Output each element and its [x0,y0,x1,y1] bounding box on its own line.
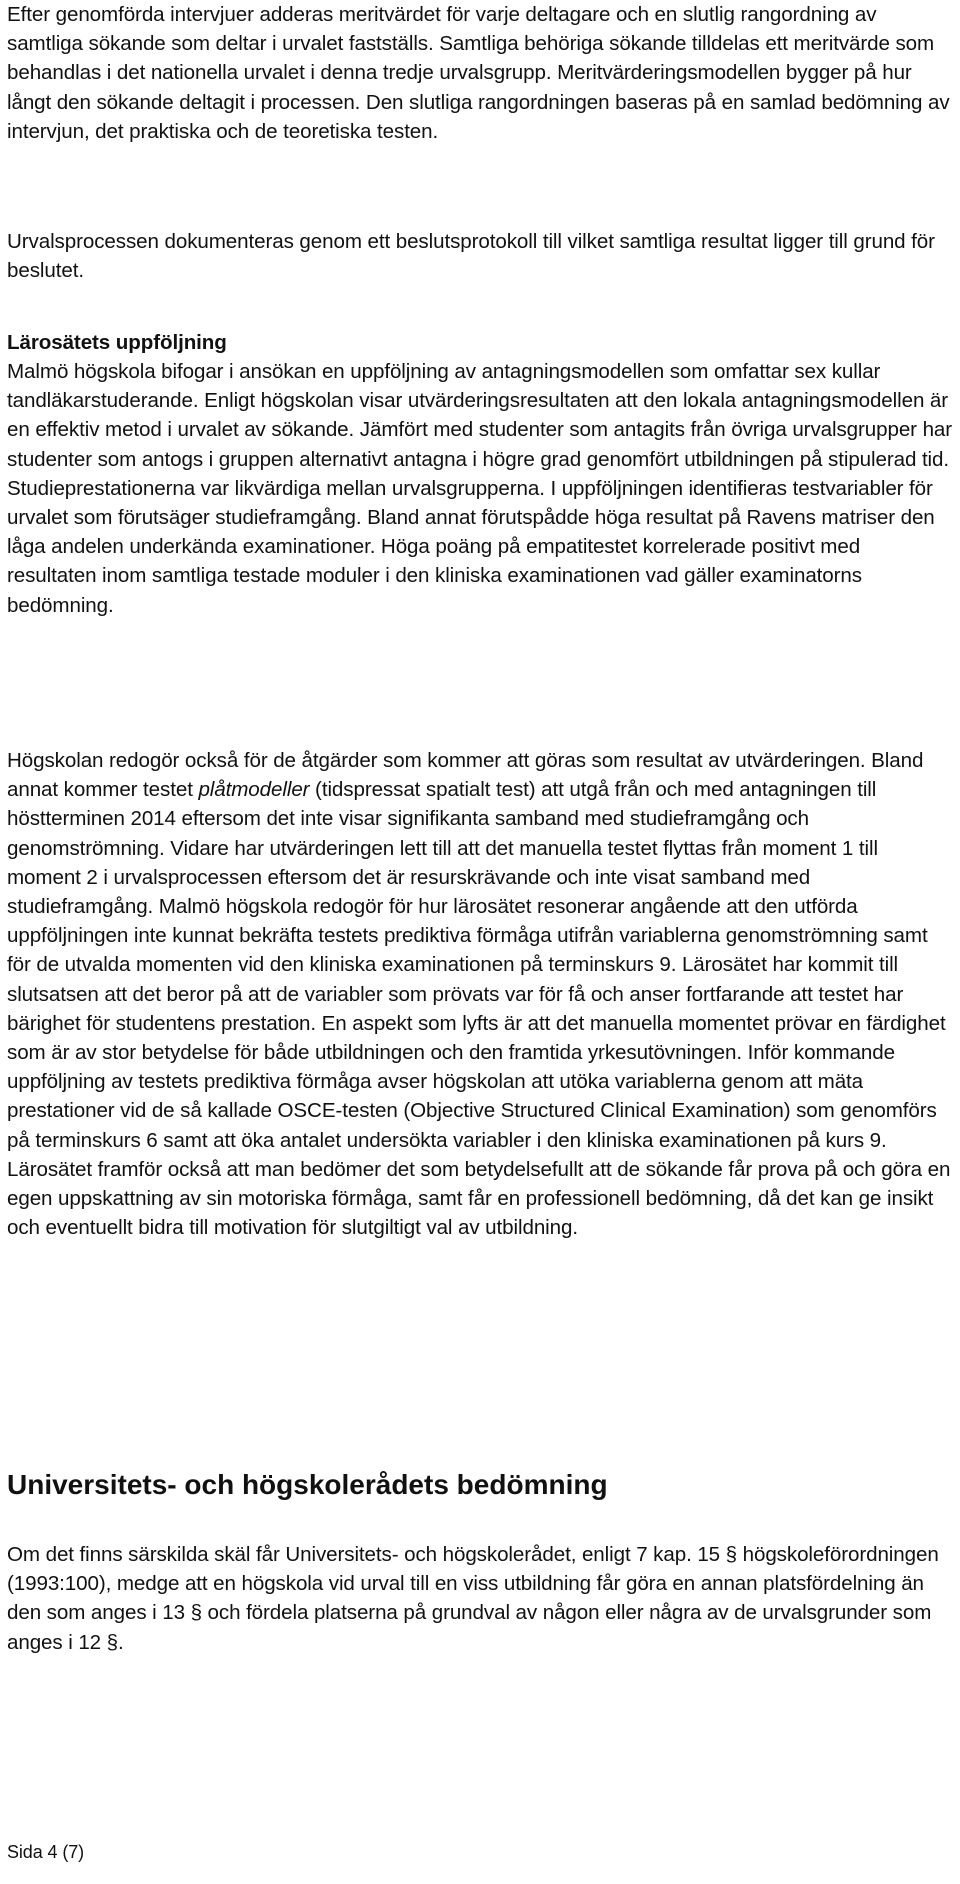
page-number: Sida 4 (7) [7,1842,85,1862]
paragraph-measures-italic: plåtmodeller [198,778,310,802]
paragraph-regulation: Om det finns särskilda skäl får Universitets- och högskolerådet, enligt 7 kap. 15 § högskoleförordningen (1993:100), medge att en högskola vid urval till en viss utbildning får göra en annan platsfördelning än den som anges i 13 § och fördela platserna på grundval av någon eller några av de urvalsgrunder som anges i 12 §. [7,1543,939,1654]
paragraph-measures [7,746,953,1242]
paragraph-measures-part2: (tidspressat spatialt test) att utgå från och med antagningen till höstterminen 2014 eftersom det inte visar signifikanta samband med studieframgång och genomströmning. Vidare har utvärderingen lett till att det manuella testet flyttas från moment 1 till moment 2 i urvalsprocessen eftersom det är resurskrävande och inte visat samband med studieframgång. Malmö högskola redogör för hur lärosätet resonerar angående att den utförda uppföljningen inte kunnat bekräfta testets prediktiva förmåga utifrån variablerna genomströmning samt för de utvalda momenten vid den kliniska examinationen på terminskurs 9. Lärosätet har kommit till slutsatsen att det beror på att de variabler som prövats var för få och anser fortfarande att testet har bärighet för studentens prestation. En aspekt som lyfts är att det manuella momentet prövar en färdighet som är av stor betydelse för både utbildningen och den framtida yrkesutövningen. Inför kommande uppföljning av testets prediktiva förmåga avser högskolan att utöka variablerna genom att mäta prestationer vid de så kallade OSCE-testen (Objective Structured Clinical Examination) som genomförs på terminskurs 6 samt att öka antalet undersökta variabler i den kliniska examinationen på kurs 9. Lärosätet framför också att man bedömer det som betydelsefullt att de sökande får prova på och göra en egen uppskattning av sin motoriska förmåga, samt får en professionell bedömning, då det kan ge insikt och eventuellt bidra till motivation för slutgiltigt val av utbildning. [7,778,951,1240]
subheading-follow-up: Lärosätets uppföljning [7,331,227,354]
section-heading-assessment: Universitets- och högskolerådets bedömning [7,1469,608,1500]
paragraph-measures-part1: Högskolan redogör också för de åtgärder som kommer att göras som resultat av utvärderingen. Bland annat kommer testet [7,749,924,802]
paragraph-follow-up: Malmö högskola bifogar i ansökan en uppföljning av antagningsmodellen som omfattar sex kullar tandläkarstuderande. Enligt högskolan visar utvärderingsresultaten att den lokala antagningsmodellen är en effektiv metod i urvalet av sökande. Jämfört med studenter som antagits från övriga urvalsgrupper har studenter som antogs i gruppen alternativt antagna i högre grad genomfört utbildningen på stipulerad tid. Studieprestationerna var likvärdiga mellan urvalsgrupperna. I uppföljningen identifieras testvariabler för urvalet som förutsäger studieframgång. Bland annat förutspådde höga resultat på Ravens matriser den låga andelen underkända examinationer. Höga poäng på empatitestet korrelerade positivt med resultaten inom samtliga testade moduler i den kliniska examinationen vad gäller examinatorns bedömning. [7,360,953,617]
paragraph-ranking: Efter genomförda intervjuer adderas meritvärdet för varje deltagare och en slutlig rangordning av samtliga sökande som deltar i urvalet fastställs. Samtliga behöriga sökande tilldelas ett meritvärde som behandlas i det nationella urvalet i denna tredje urvalsgrupp. Meritvärderingsmodellen bygger på hur långt den sökande deltagit i processen. Den slutliga rangordningen baseras på en samlad bedömning av intervjun, det praktiska och de teoretiska testen. [7,3,950,143]
paragraph-protocol: Urvalsprocessen dokumenteras genom ett beslutsprotokoll till vilket samtliga resultat ligger till grund för beslutet. [7,230,935,283]
